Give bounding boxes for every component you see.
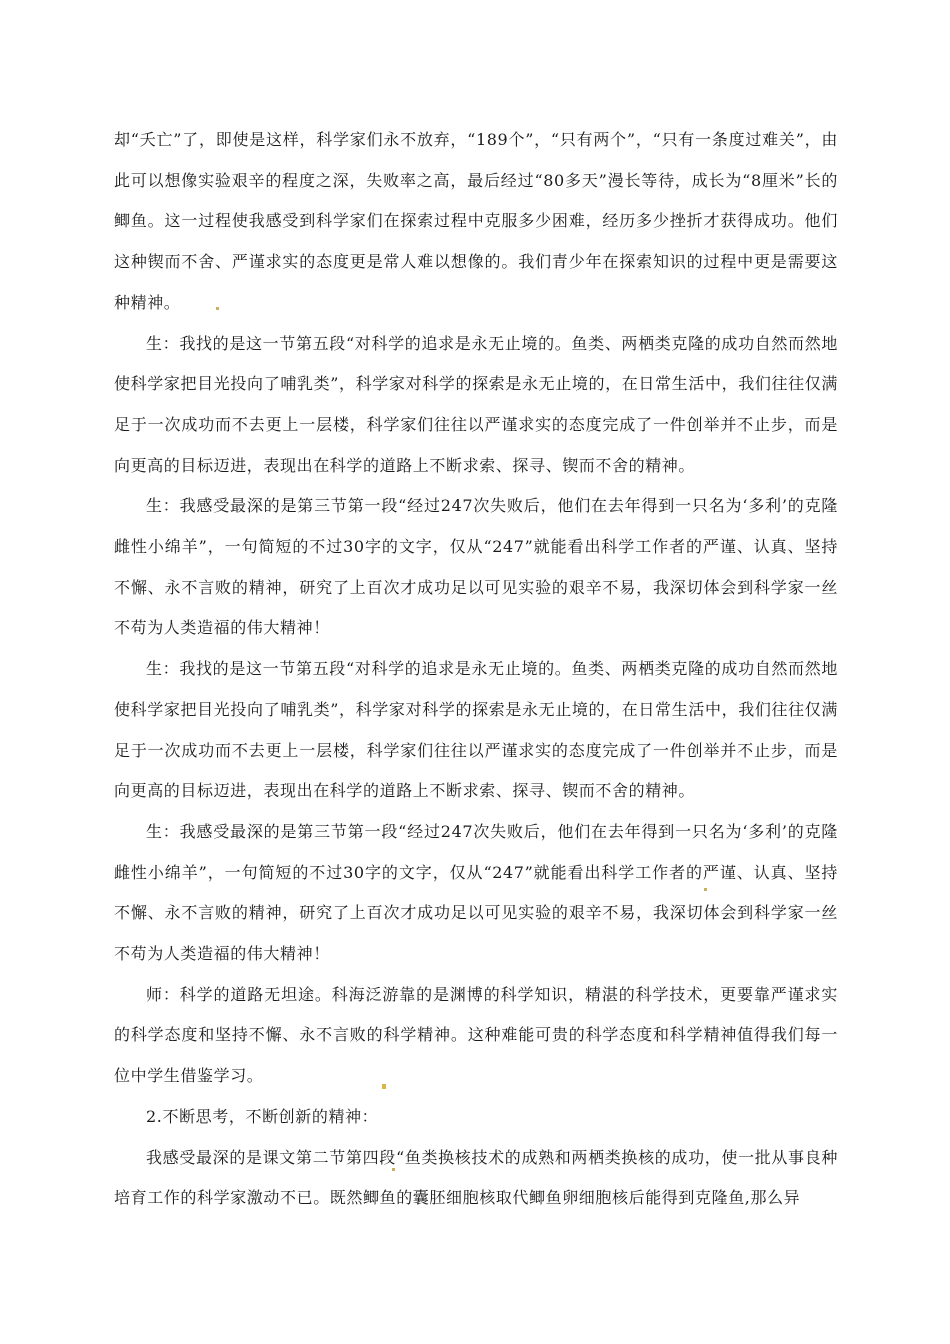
document-body <box>114 120 838 1219</box>
scan-speck <box>392 1168 395 1171</box>
paragraph-student-answer-4: 生：我感受最深的是第三节第一段“经过247次失败后，他们在去年得到一只名为‘多利’的克隆雌性小绵羊”，一句简短的不过30字的文字，仅从“247”就能看出科学工作者的严谨、认真、坚持不懈、永不言败的精神，研究了上百次才成功足以可见实验的艰辛不易，我深切体会到科学家一丝不苟为人类造福的伟大精神！ <box>114 821 838 964</box>
section-heading-innovation: 2.不断思考，不断创新的精神： <box>146 1106 379 1126</box>
paragraph-innovation-answer: 我感受最深的是课文第二节第四段“鱼类换核技术的成熟和两栖类换核的成功，使一批从事良种培育工作的科学家激动不已。既然鲫鱼的囊胚细胞核取代鲫鱼卵细胞核后能得到克隆鱼,那么异 <box>114 1147 838 1208</box>
scan-speck <box>216 307 219 310</box>
paragraph-student-answer-2: 生：我感受最深的是第三节第一段“经过247次失败后，他们在去年得到一只名为‘多利’的克隆雌性小绵羊”，一句简短的不过30字的文字，仅从“247”就能看出科学工作者的严谨、认真、坚持不懈、永不言败的精神，研究了上百次才成功足以可见实验的艰辛不易，我深切体会到科学家一丝不苟为人类造福的伟大精神！ <box>114 496 838 638</box>
paragraph-continuation: 却“夭亡”了，即使是这样，科学家们永不放弃，“189个”，“只有两个”，“只有一条度过难关”，由此可以想像实验艰辛的程度之深，失败率之高，最后经过“80多天”漫长等待，成长为“8厘米”长的鲫鱼。这一过程使我感受到科学家们在探索过程中克服多少困难，经历多少挫折才获得成功。他们这种锲而不舍、严谨求实的态度更是常人难以想像的。我们青少年在探索知识的过程中更是需要这种精神。 <box>114 130 838 312</box>
scan-speck <box>704 888 707 891</box>
paragraph-student-answer-1: 生：我找的是这一节第五段“对科学的追求是永无止境的。鱼类、两栖类克隆的成功自然而然地使科学家把目光投向了哺乳类”，科学家对科学的探索是永无止境的，在日常生活中，我们往往仅满足于一次成功而不去更上一层楼，科学家们往往以严谨求实的态度完成了一件创举并不止步，而是向更高的目标迈进，表现出在科学的道路上不断求索、探寻、锲而不舍的精神。 <box>114 333 838 475</box>
paragraph-teacher-summary: 师：科学的道路无坦途。科海泛游靠的是渊博的科学知识，精湛的科学技术，更要靠严谨求实的科学态度和坚持不懈、永不言败的科学精神。这种难能可贵的科学态度和科学精神值得我们每一位中学生借鉴学习。 <box>114 984 838 1086</box>
paragraph-student-answer-3: 生：我找的是这一节第五段“对科学的追求是永无止境的。鱼类、两栖类克隆的成功自然而然地使科学家把目光投向了哺乳类”，科学家对科学的探索是永无止境的，在日常生活中，我们往往仅满足于一次成功而不去更上一层楼，科学家们往往以严谨求实的态度完成了一件创举并不止步，而是向更高的目标迈进，表现出在科学的道路上不断求索、探寻、锲而不舍的精神。 <box>114 659 838 801</box>
scan-speck <box>382 1084 386 1089</box>
